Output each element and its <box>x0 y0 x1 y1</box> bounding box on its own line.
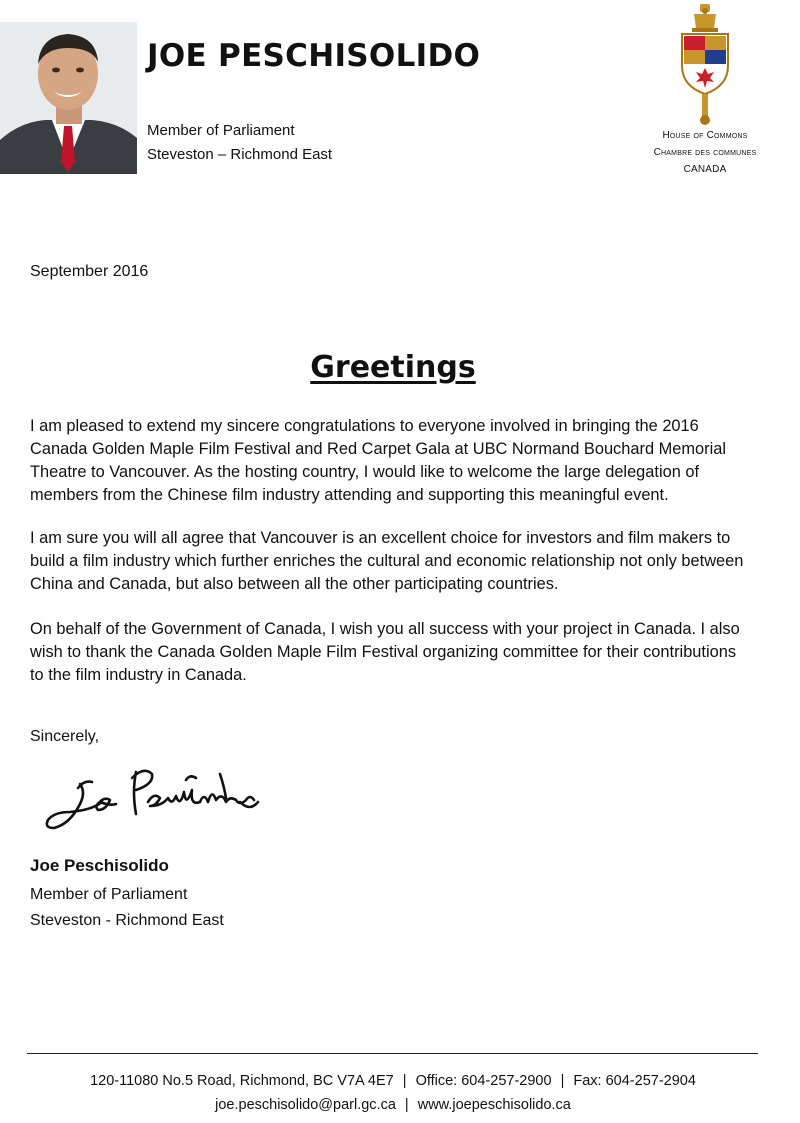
mp-riding: Steveston – Richmond East <box>147 146 333 163</box>
footer-separator: | <box>404 1097 409 1113</box>
canada-label: CANADA <box>683 164 727 175</box>
house-of-commons-logo <box>640 0 770 185</box>
portrait-photo-icon <box>0 22 137 174</box>
letter-date: September 2016 <box>30 263 149 280</box>
footer-contact-line <box>0 1073 786 1089</box>
mp-role: Member of Parliament <box>147 122 295 139</box>
signer-riding: Steveston - Richmond East <box>30 912 224 929</box>
signer-name: Joe Peschisolido <box>30 856 169 875</box>
footer-website-link[interactable]: www.joepeschisolido.ca <box>417 1097 571 1113</box>
footer-address: 120-11080 No.5 Road, Richmond, BC V7A 4E7 <box>90 1073 394 1089</box>
house-of-commons-crest-icon <box>674 2 736 126</box>
footer-email-link[interactable]: joe.peschisolido@parl.gc.ca <box>215 1097 396 1113</box>
house-of-commons-label: House of Commons <box>662 130 748 141</box>
footer-office-phone: Office: 604-257-2900 <box>415 1073 552 1089</box>
letter-paragraph-1: I am pleased to extend my sincere congratulations to everyone involved in bringing the 2016 Canada Golden Maple Film Festival and Red Carpet Gala at UBC Normand Bouchard Memorial Theatre to Vancouver. As the hosting country, I would like to welcome the large delegation of members from the Chinese film industry attending and supporting this meaningful event. <box>30 417 727 504</box>
footer-separator: | <box>560 1073 565 1089</box>
footer-web-line <box>0 1097 786 1113</box>
chambre-des-communes-label: Chambre des communes <box>653 147 757 158</box>
footer-divider <box>27 1053 758 1054</box>
letter-closing: Sincerely, <box>30 728 100 745</box>
letter-heading: Greetings <box>310 350 476 385</box>
letter-paragraph-2: I am sure you will all agree that Vancouver is an excellent choice for investors and film makers to build a film industry which further enriches the cultural and economic relationship not only between China and Canada, but also between all the other participating countries. <box>30 529 744 593</box>
handwritten-signature-icon <box>40 762 270 837</box>
signer-role: Member of Parliament <box>30 886 188 903</box>
mp-name-heading: JOE PESCHISOLIDO <box>147 38 481 74</box>
letter-paragraph-3: On behalf of the Government of Canada, I wish you all success with your project in Canada. I also wish to thank the Canada Golden Maple Film Festival organizing committee for their contributions to the film industry in Canada. <box>30 620 740 684</box>
footer-fax: Fax: 604-257-2904 <box>573 1073 696 1089</box>
footer-separator: | <box>402 1073 407 1089</box>
